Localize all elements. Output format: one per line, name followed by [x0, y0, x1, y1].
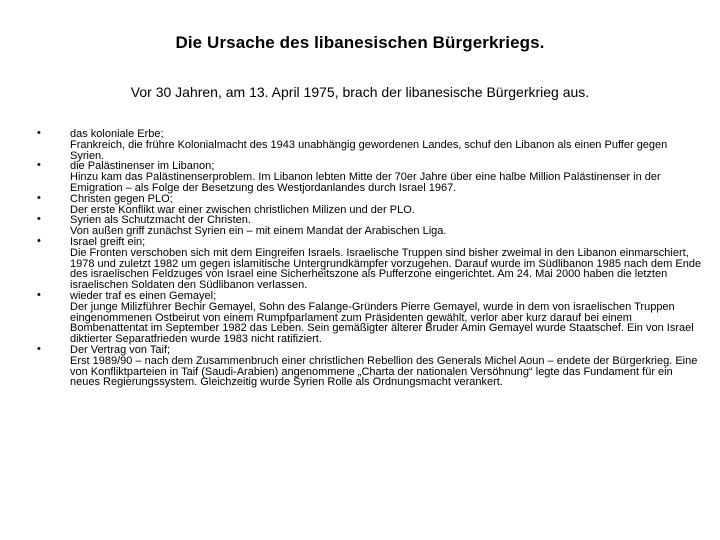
bullet-text: Frankreich, die frühre Kolonialmacht des 1943 unabhängig gewordenen Landes, schuf den Libanon als einen Puffer gegen Syrien. [70, 138, 668, 162]
bullet-dot-icon: • [37, 288, 41, 301]
bullet-dot-icon: • [37, 127, 41, 139]
bullet-dot-icon: • [37, 159, 41, 172]
bullet-item-gemayel [0, 288, 720, 346]
bullet-list [0, 129, 720, 388]
bullet-item-colonial-legacy [0, 129, 720, 161]
bullet-text: Der erste Konflikt war einer zwischen christlichen Milizen und der PLO. [70, 203, 415, 216]
bullet-text: Hinzu kam das Palästinenserproblem. Im Libanon lebten Mitte der 70er Jahre über eine halbe Million Palästinenser in der Emigration – als Folge der Besetzung des Westjordanlandes durch Israel 1967. [70, 171, 661, 194]
bullet-dot-icon: • [37, 234, 41, 247]
bullet-dot-icon: • [37, 191, 41, 204]
bullet-heading: Christen gegen PLO; [70, 192, 173, 205]
slide-subtitle: Vor 30 Jahren, am 13. April 1975, brach der libanesische Bürgerkrieg aus. [130, 84, 590, 100]
bullet-item-syria-protector [0, 215, 720, 237]
bullet-text: Der junge Milizführer Bechir Gemayel, Sohn des Falange-Gründers Pierre Gemayel, wurde in dem von israelischen Truppen eingenommenen Ostbeirut von einem Rumpfparlament zum Präsidenten gewählt, verlor aber kurz darauf bei einem Bombenattentat im September 1982 das Leben. Sein gemäßigter älterer Bruder Amin Gemayel wurde Staatschef. Ein von Israel diktierter Separatfrieden wurde 1983 nicht ratifiziert. [70, 300, 694, 346]
bullet-heading: wieder traf es einen Gemayel; [70, 289, 217, 302]
bullet-item-christians-vs-plo [0, 191, 720, 216]
bullet-text: Von außen griff zunächst Syrien ein – mit einem Mandat der Arabischen Liga. [70, 225, 447, 238]
bullet-item-taif-agreement [0, 342, 720, 389]
bullet-item-palestinians [0, 161, 720, 193]
bullet-heading: die Palästinenser im Libanon; [70, 160, 215, 173]
slide-title: Die Ursache des libanesischen Bürgerkriegs. [175, 33, 545, 52]
bullet-text: Erst 1989/90 – nach dem Zusammenbruch einer christlichen Rebellion des Generals Michel Aoun – endete der Bürgerkrieg. Eine von Konfliktparteien in Taif (Saudi-Arabien) angenommene „Charta der nationalen Versöhnung“ legte das Fundament für ein neues Regierungssystem. Gleichzeitig wurde Syrien Rolle als Ordnungsmacht verankert. [70, 354, 698, 389]
bullet-heading: Der Vertrag von Taif; [70, 343, 171, 356]
bullet-dot-icon: • [37, 213, 41, 226]
bullet-heading: Israel greift ein; [70, 235, 146, 248]
bullet-item-israel-intervenes [0, 234, 720, 292]
bullet-dot-icon: • [37, 342, 41, 355]
bullet-heading: Syrien als Schutzmacht der Christen. [70, 214, 251, 227]
bullet-heading: das koloniale Erbe; [70, 128, 164, 140]
bullet-text: Die Fronten verschoben sich mit dem Eingreifen Israels. Israelische Truppen sind bisher zweimal in den Libanon einmarschiert, 1978 und zuletzt 1982 um gegen islamitische Untergrundkämpfer vorzugehen. Darauf wurde im Südlibanon 1985 nach dem Ende des israelischen Feldzuges von Israel eine Sicherheitszone als Pufferzone eingerichtet. Am 24. Mai 2000 haben die letzten israelischen Soldaten den Südlibanon verlassen. [70, 246, 702, 292]
